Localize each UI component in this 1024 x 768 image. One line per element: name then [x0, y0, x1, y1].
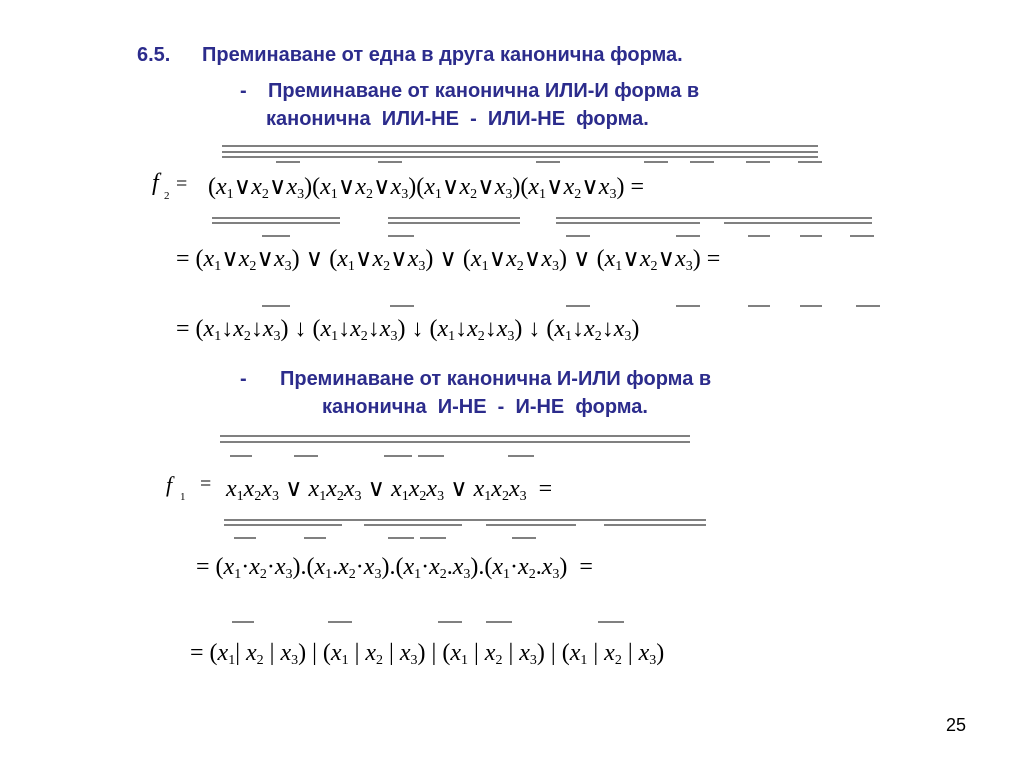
svg-text:=: =: [200, 473, 212, 495]
f1-label: f: [166, 472, 173, 497]
bullet-dash-2: -: [240, 368, 247, 390]
svg-text:=: =: [176, 173, 188, 195]
subsection2-line2: канонична И-НЕ - И-НЕ форма.: [322, 396, 648, 418]
section-title: Преминаване от една в друга канонична форма.: [202, 44, 683, 66]
formula-f2-step2: [176, 218, 874, 274]
section-number: 6.5.: [137, 44, 171, 66]
f1-subscript: 1: [180, 491, 186, 503]
formula-f1-step2: [196, 520, 706, 582]
subsection1-line1: Преминаване от канонична ИЛИ-И форма в: [268, 80, 700, 102]
svg-text:= (x1| x2 | x3) | (x1 | x2 | x: = (x1| x2 | x3) | (x1 | x2 | x3) | (x1 | x2 | x3) | (x1 | x2 | x3): [190, 640, 665, 668]
formula-f2-nor-form: [176, 306, 880, 344]
svg-text:= (x1∨x2∨x3) ∨ (x1∨x2∨x3) ∨ (x: = (x1∨x2∨x3) ∨ (x1∨x2∨x3) ∨ (x1∨x2∨x3) ∨ (x1∨x2∨x3) =: [176, 246, 721, 274]
svg-text:(x1∨x2∨x3)(x1∨x2∨x3)(x1∨x2∨x3): (x1∨x2∨x3)(x1∨x2∨x3)(x1∨x2∨x3)(x1∨x2∨x3) =: [208, 174, 644, 202]
f2-label: f: [152, 170, 159, 196]
formula-f1-nand-form: [190, 622, 664, 668]
svg-text:= (x1·x2·x3).(x1.x2·x3).(x1·x2: = (x1·x2·x3).(x1.x2·x3).(x1·x2.x3).(x1·x2.x3) =: [196, 554, 593, 582]
subsection1-line2: канонична ИЛИ-НЕ - ИЛИ-НЕ форма.: [266, 108, 649, 130]
subsection2-line1: Преминаване от канонична И-ИЛИ форма в: [280, 368, 712, 390]
formula-f2-or-and: [152, 146, 822, 202]
svg-text:= (x1↓x2↓x3) ↓ (x1↓x2↓x3) ↓ (x: = (x1↓x2↓x3) ↓ (x1↓x2↓x3) ↓ (x1↓x2↓x3) ↓ (x1↓x2↓x3): [176, 316, 640, 344]
formula-f1-and-or: [166, 436, 690, 504]
svg-text:x1x2x3 ∨ x1x2x3 ∨ x1x2x3 ∨ x1x: x1x2x3 ∨ x1x2x3 ∨ x1x2x3 ∨ x1x2x3 =: [226, 476, 553, 504]
page-number: 25: [945, 715, 966, 735]
f2-subscript: 2: [164, 190, 170, 202]
bullet-dash-1: -: [240, 80, 247, 102]
